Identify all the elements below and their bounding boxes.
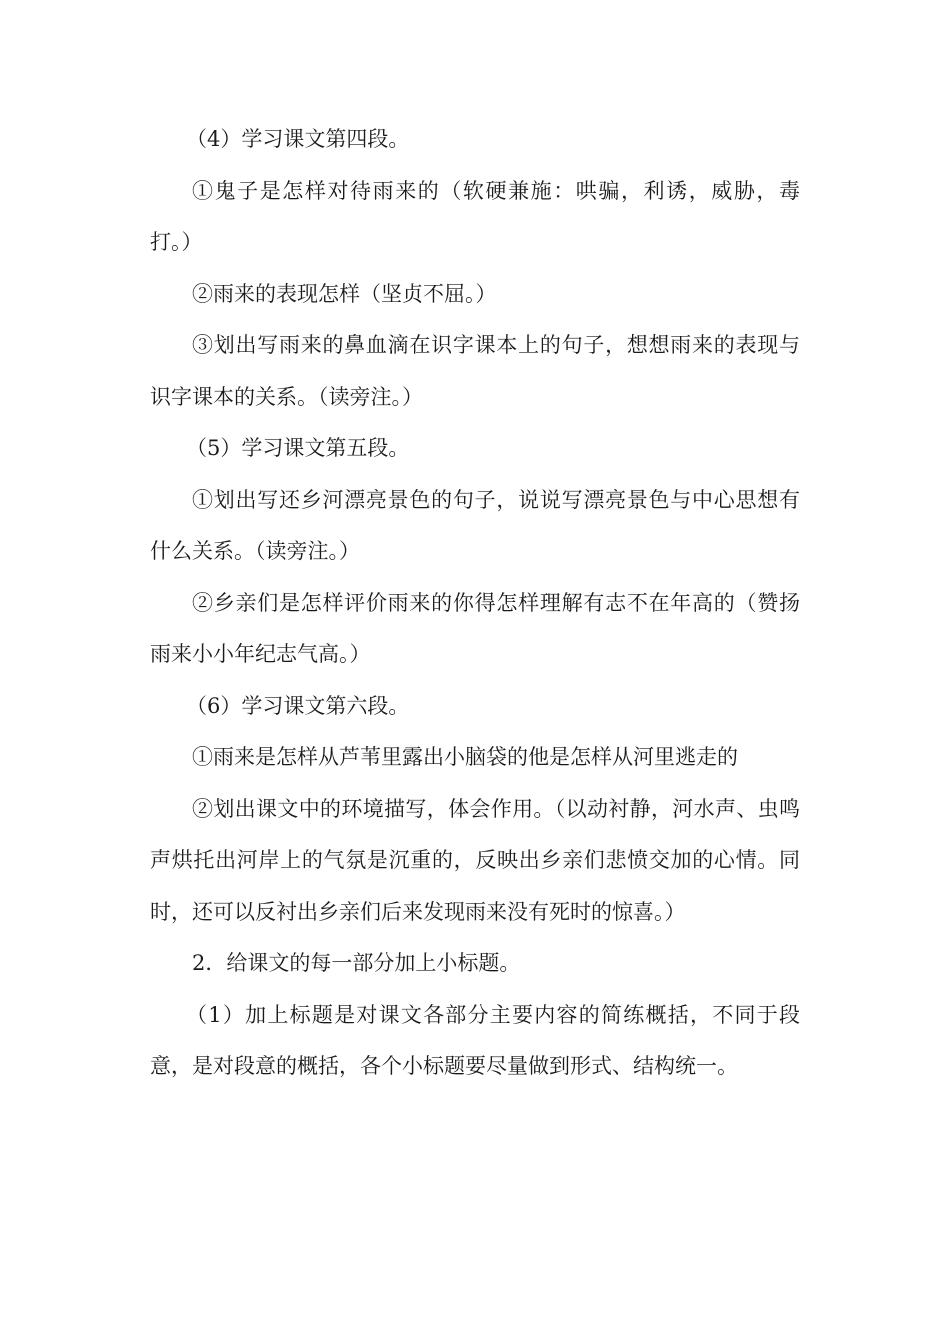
paragraph: ②雨来的表现怎样（坚贞不屈。） (192, 281, 497, 306)
document-body (150, 114, 800, 1093)
paragraph: （1）加上标题是对课文各部分主要内容的简练概括，不同于段意，是对段意的概括，各个小标题要尽量做到形式、结构统一。 (150, 1002, 800, 1078)
paragraph: ①雨来是怎样从芦苇里露出小脑袋的他是怎样从河里逃走的 (192, 745, 738, 769)
paragraph: ②乡亲们是怎样评价雨来的你得怎样理解有志不在年高的（赞扬雨来小小年纪志气高。） (150, 590, 800, 666)
paragraph: ②划出课文中的环境描写，体会作用。（以动衬静，河水声、虫鸣声烘托出河岸上的气氛是沉重的，反映出乡亲们悲愤交加的心情。同时，还可以反衬出乡亲们后来发现雨来没有死时的惊喜。） (150, 796, 800, 924)
paragraph: ①鬼子是怎样对待雨来的（软硬兼施：哄骗，利诱，威胁，毒打。） (150, 178, 800, 254)
section-heading-6: （6）学习课文第六段。 (186, 693, 410, 718)
paragraph: ③划出写雨来的鼻血滴在识字课本上的句子，想想雨来的表现与识字课本的关系。（读旁注。） (150, 333, 800, 409)
paragraph: ①划出写还乡河漂亮景色的句子，说说写漂亮景色与中心思想有什么关系。（读旁注。） (150, 487, 800, 563)
section-heading-2: 2．给课文的每一部分加上小标题。 (192, 951, 521, 975)
section-heading-5: （5）学习课文第五段。 (186, 436, 410, 460)
section-heading-4: （4）学习课文第四段。 (186, 127, 410, 151)
